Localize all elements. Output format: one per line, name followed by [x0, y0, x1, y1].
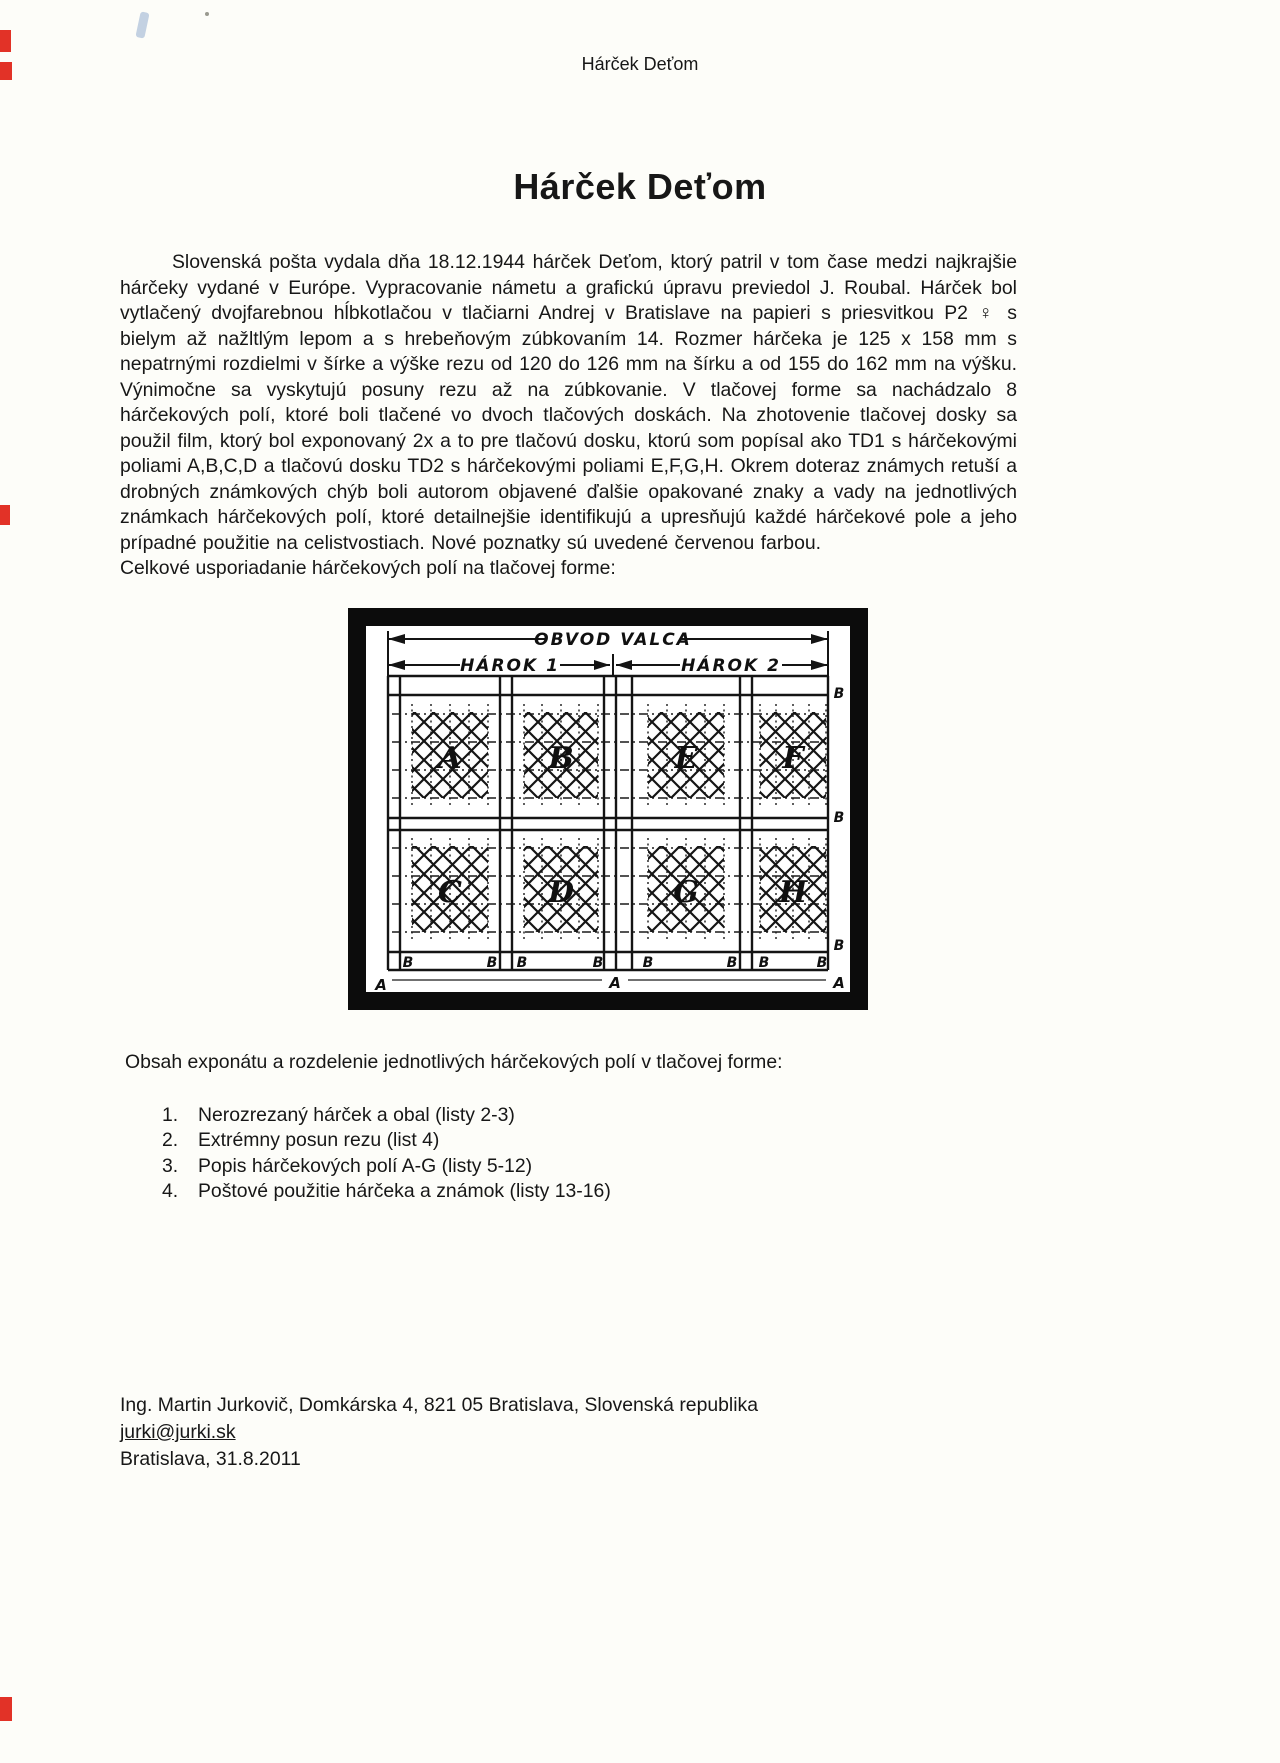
- list-item-number: 3.: [162, 1154, 179, 1177]
- corner-mark-a-1: A: [375, 976, 387, 994]
- edge-mark-b-6: B: [726, 955, 738, 971]
- list-item-number: 4.: [162, 1180, 179, 1202]
- list-item-text: Extrémny posun rezu (list 4): [198, 1129, 440, 1151]
- author-address: Ing. Martin Jurkovič, Domkárska 4, 821 05 Bratislava, Slovenská republika: [120, 1394, 759, 1416]
- field-letter-a: A: [438, 741, 462, 776]
- diagram-label-harok-1: HÁROK 1: [460, 656, 560, 676]
- edge-mark-b-right-3: B: [833, 938, 845, 954]
- author-email: jurki@jurki.sk: [120, 1421, 236, 1443]
- edge-mark-b-right-1: B: [833, 686, 845, 702]
- scan-artifact-gray-dot: [205, 12, 209, 16]
- edge-mark-b-3: B: [516, 955, 528, 971]
- edge-mark-b-8: B: [816, 955, 828, 971]
- list-item: [125, 1103, 1025, 1129]
- field-letter-d: D: [547, 875, 575, 910]
- list-item-number: 2.: [162, 1129, 179, 1151]
- list-item-text: Nerozrezaný hárček a obal (listy 2-3): [198, 1103, 515, 1126]
- contents-heading: Obsah exponátu a rozdelenie jednotlivých hárčekových polí v tlačovej forme:: [125, 1051, 783, 1073]
- list-item: [125, 1128, 1025, 1154]
- field-letter-h: H: [778, 875, 808, 910]
- body-text-block: [120, 250, 1017, 582]
- contents-list: [125, 1103, 1025, 1205]
- corner-mark-a-3: A: [833, 974, 845, 992]
- running-header: Hárček Deťom: [581, 54, 699, 74]
- scan-artifact-red-4: [0, 1697, 12, 1721]
- diagram-frame: [357, 617, 859, 1001]
- place-and-date: Bratislava, 31.8.2011: [120, 1448, 301, 1470]
- edge-mark-b-4: B: [592, 955, 604, 971]
- edge-mark-b-1: B: [402, 955, 414, 971]
- printing-plate-diagram: [348, 608, 868, 1010]
- edge-mark-b-2: B: [486, 955, 498, 971]
- author-block: [120, 1392, 1020, 1473]
- field-letter-g: G: [673, 875, 699, 910]
- page-title: Hárček Deťom: [513, 166, 767, 207]
- edge-mark-b-5: B: [642, 955, 654, 971]
- scan-artifact-red-1: [0, 30, 11, 52]
- list-item-text: Poštové použitie hárčeka a známok (listy 13-16): [198, 1180, 611, 1202]
- edge-mark-b-right-2: B: [833, 810, 845, 826]
- corner-mark-a-2: A: [609, 974, 621, 992]
- list-item: [125, 1179, 1025, 1205]
- contents-section: [125, 1050, 1025, 1205]
- list-item-text: Popis hárčekových polí A-G (listy 5-12): [198, 1154, 533, 1177]
- diagram-label-harok-2: HÁROK 2: [681, 656, 781, 676]
- list-item: [125, 1154, 1025, 1180]
- field-letter-e: E: [674, 741, 698, 776]
- diagram-label-obvod-valca: OBVOD VALCA: [534, 630, 692, 650]
- field-letter-c: C: [438, 875, 462, 910]
- field-letter-f: F: [782, 741, 804, 776]
- diagram-caption-line: Celkové usporiadanie hárčekových polí na tlačovej forme:: [120, 557, 616, 579]
- scan-artifact-red-3: [0, 505, 10, 525]
- field-letter-b: B: [548, 741, 574, 776]
- edge-mark-b-7: B: [758, 955, 770, 971]
- scan-artifact-blue-smudge: [135, 11, 149, 38]
- intro-paragraph: Slovenská pošta vydala dňa 18.12.1944 hárček Deťom, ktorý patril v tom čase medzi najkrajšie hárčeky vydané v Európe. Vypracovanie námetu a grafickú úpravu previedol J. Roubal. Hárček bol vytlačený dvojfarebnou hĺbkotlačou v tlačiarni Andrej v Bratislave na papieri s priesvitkou P2 ♀ s bielym až nažltlým lepom a s hrebeňovým zúbkovaním 14. Rozmer hárčeka je 125 x 158 mm s nepatrnými rozdielmi v šírke a výške rezu od 120 do 126 mm na šírku a od 155 do 162 mm na výšku. Výnimočne sa vyskytujú posuny rezu až na zúbkovanie. V tlačovej forme sa nachádzalo 8 hárčekových polí, ktoré boli tlačené vo dvoch tlačových doskách. Na zhotovenie tlačovej dosky sa použil film, ktorý bol exponovaný 2x a to pre tlačovú dosku, ktorú som popísal ako TD1 s hárčekovými poliami A,B,C,D a tlačovú dosku TD2 s hárčekovými poliami E,F,G,H. Okrem doteraz známych retuší a drobných známkových chýb boli autorom objavené ďalšie opakované znaky a vady na jednotlivých známkach hárčekových polí, ktoré detailnejšie identifikujú a upresňujú každé hárčekové pole a jeho prípadné použitie na celistvostiach. Nové poznatky sú uvedené červenou farbou.: [120, 251, 1017, 554]
- list-item-number: 1.: [162, 1103, 179, 1126]
